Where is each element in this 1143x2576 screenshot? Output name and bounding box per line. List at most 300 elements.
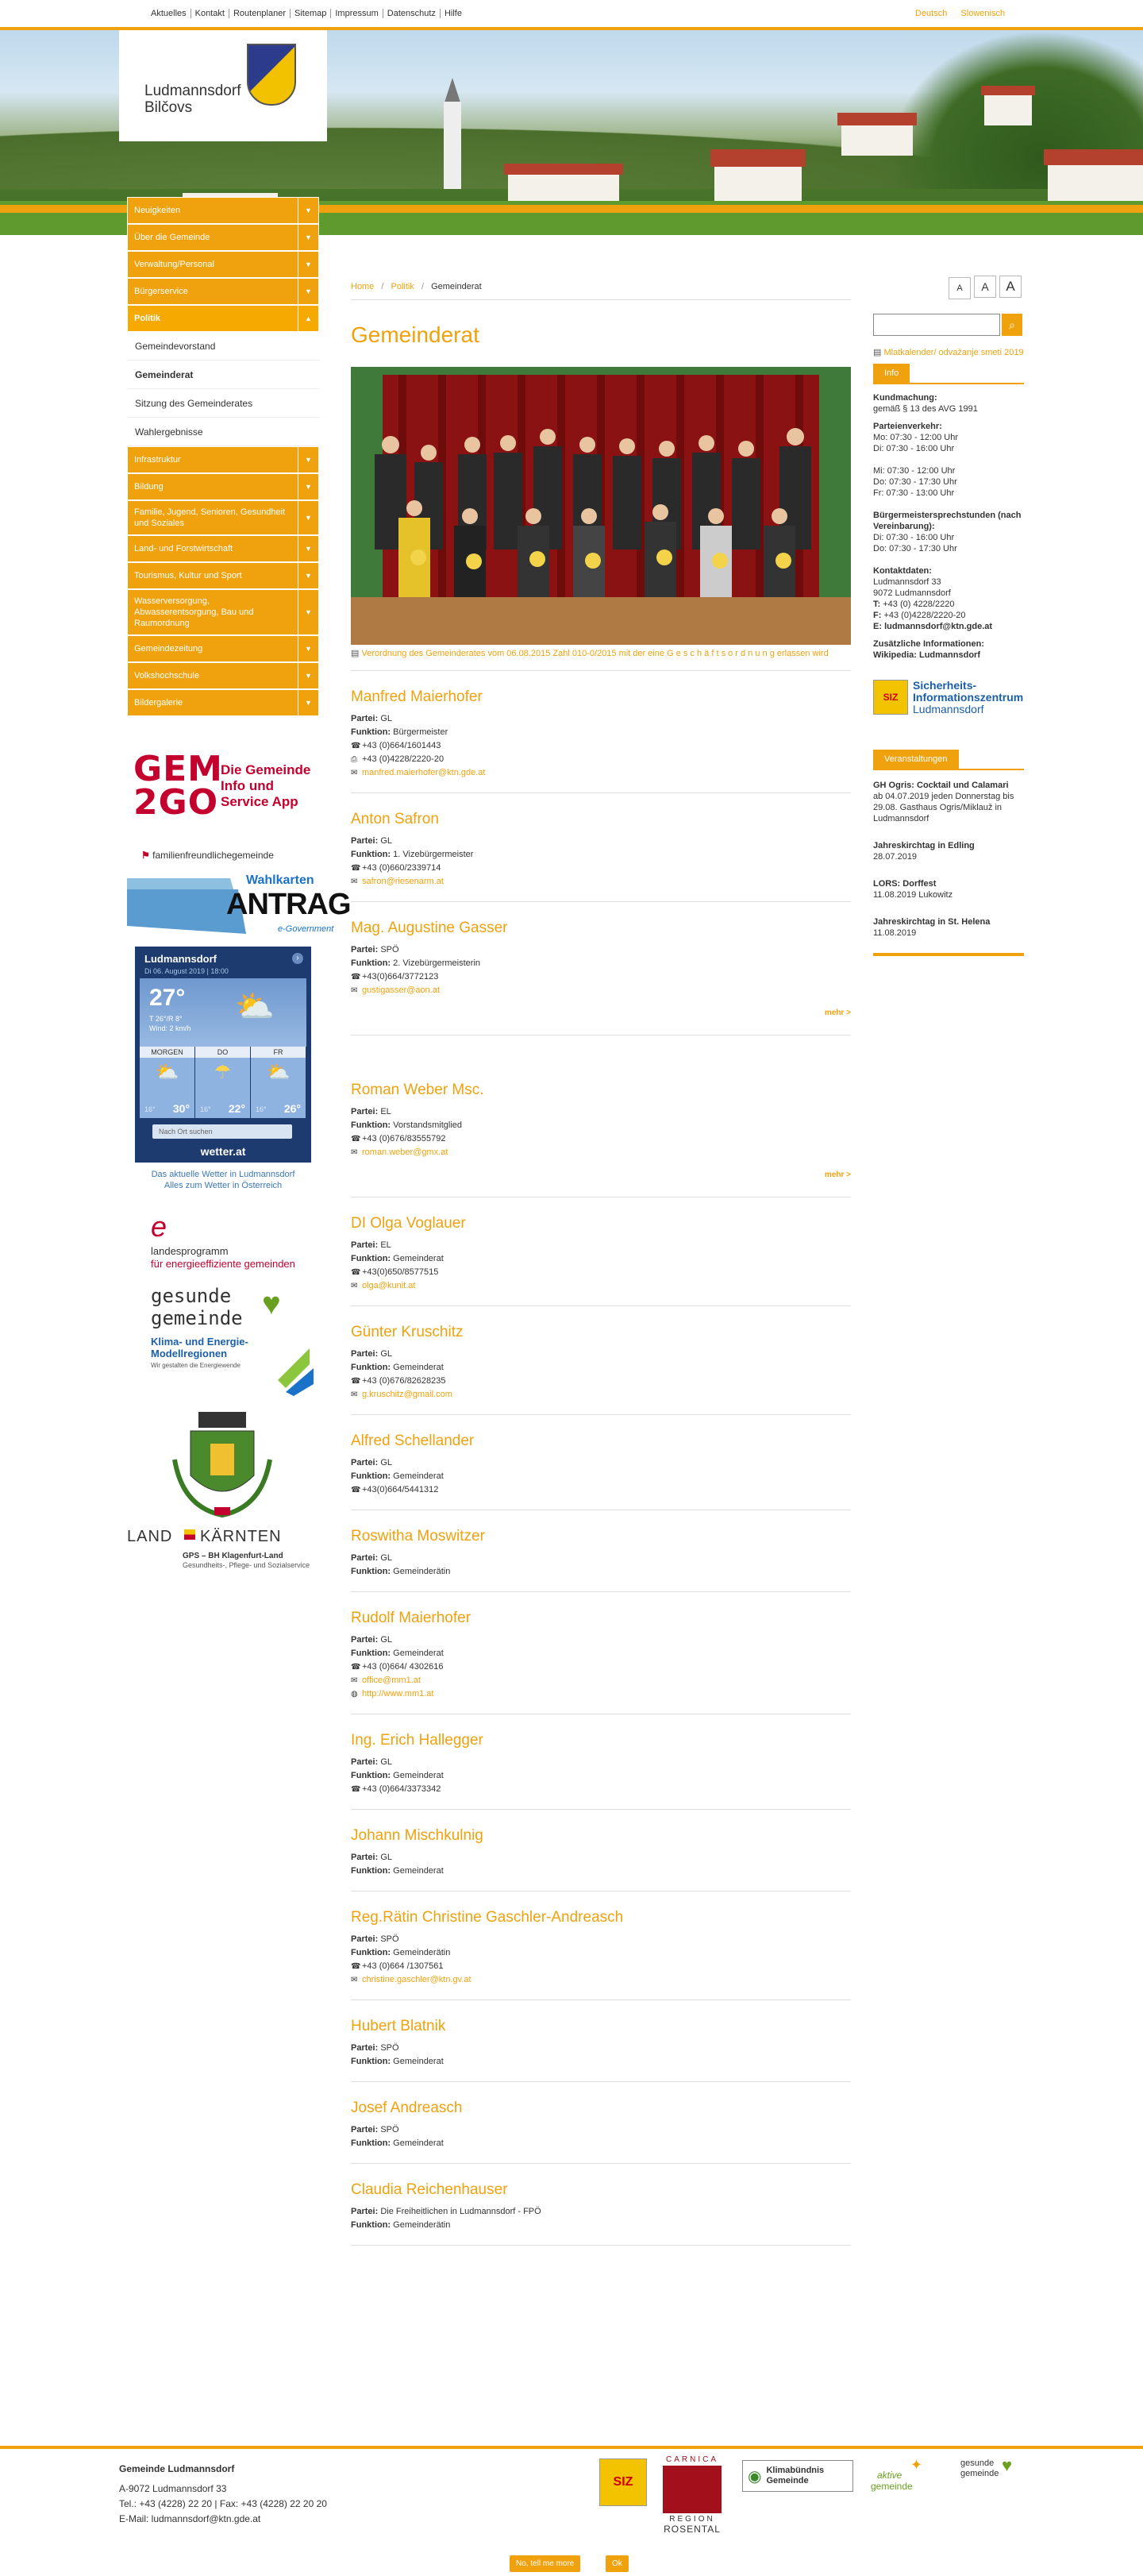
hours-line: Mi: 07:30 - 12:00 Uhr [873,466,956,476]
event-text: 28.07.2019 [873,852,918,862]
siz-line2: Informationszentrum [913,690,1024,704]
member-website[interactable]: http://www.mm1.at [362,1689,434,1699]
sidebar-item-label: Politik [134,314,161,323]
search-box [873,314,1024,336]
chevron-down-icon[interactable]: ▼ [298,501,318,534]
member-partei: SPÖ [380,1934,399,1944]
subnav-wahlergebnisse[interactable]: Wahlergebnisse [127,418,319,446]
weather-link-local[interactable]: Das aktuelle Wetter in Ludmannsdorf [151,1170,295,1179]
kaernten-label: KÄRNTEN [200,1528,282,1545]
ee-line2: für energieeffiziente gemeinden [151,1258,295,1270]
chevron-down-icon[interactable]: ▼ [298,590,318,634]
breadcrumb-home[interactable]: Home [351,282,375,291]
sidebar-item[interactable] [127,562,319,589]
partei-label: Partei: [351,714,379,723]
partei-label: Partei: [351,1349,379,1359]
member-name[interactable]: Günter Kruschitz [351,1324,464,1340]
rosental-text: ROSENTAL [664,2524,721,2535]
chevron-down-icon[interactable]: ▼ [298,252,318,277]
funktion-label: Funktion: [351,2138,391,2148]
font-size-medium[interactable]: A [974,276,996,298]
event-item[interactable] [873,840,1024,862]
breadcrumb: Home / Politik / Gemeinderat [351,270,851,300]
member-partei: GL [380,1757,392,1767]
language-switcher [915,9,1016,18]
chevron-down-icon[interactable]: ▼ [298,198,318,223]
event-text: ab 04.07.2019 jeden Donnerstag bis 29.08. Gasthaus Ogris/Miklauž in Ludmannsdorf [873,792,1014,823]
footer-title: Gemeinde Ludmannsdorf [119,2463,235,2474]
font-size-small[interactable]: A [949,277,971,299]
member-phone: +43 (0)676/82628235 [362,1376,446,1386]
parteienverkehr-hours [873,432,1024,499]
gem2go-tagline: Die Gemeinde Info und Service App [221,762,311,809]
carnica-text: CARNICA [665,2455,718,2464]
member-partei: GL [380,1853,392,1862]
gesunde-gemeinde-logo[interactable] [135,1285,325,1396]
member-partei: GL [380,1349,392,1359]
chevron-down-icon[interactable]: ▼ [298,474,318,499]
lang-slowenisch[interactable]: Slowenisch [960,9,1006,18]
mail-icon: ✉ [351,769,358,777]
gesunde-footer-1: gesunde [960,2458,995,2468]
member-partei: SPÖ [380,2043,399,2053]
hours-line [873,454,1024,465]
heart-icon: ♥ [1002,2455,1013,2475]
partei-label: Partei: [351,1458,379,1467]
member-name[interactable]: Claudia Reichenhauser [351,2181,508,2198]
funktion-label: Funktion: [351,1771,391,1780]
info-panel [873,392,1024,661]
right-column [873,314,1024,956]
klima-footer-2: Gemeinde [766,2476,809,2485]
familie-icon: ⚑ [141,850,150,861]
member-partei: SPÖ [380,945,399,954]
phone-icon: ☎ [351,1135,361,1143]
hours-line: Do: 07:30 - 17:30 Uhr [873,477,957,487]
sidebar-item-label: Bildung [134,482,164,492]
member-partei: GL [380,1553,392,1563]
sidebar-item-label: Familie, Jugend, Senioren, Gesundheit und Soziales [134,507,286,528]
carnica-icon [663,2466,722,2513]
phone-icon: ☎ [351,1268,361,1277]
sidebar-item[interactable] [127,305,319,332]
phone-icon: ☎ [351,864,361,873]
coat-of-arms-icon [247,44,296,106]
phone-icon: ☎ [351,1785,361,1794]
chevron-up-icon[interactable]: ▲ [298,306,318,331]
forecast-high: 26° [283,1102,301,1115]
sidebar-item[interactable] [127,224,319,251]
member-name[interactable]: Manfred Maierhofer [351,688,483,705]
cookie-ok-button[interactable]: Ok [606,2555,629,2572]
member-phone: +43 (0)664/1601443 [362,741,441,750]
funktion-label: Funktion: [351,958,391,968]
house [508,173,619,205]
funktion-label: Funktion: [351,1948,391,1957]
sidebar-item[interactable] [127,662,319,689]
event-item[interactable] [873,878,1024,900]
sidebar-item[interactable] [127,589,319,635]
mehr-link[interactable]: mehr > [824,1008,851,1017]
member-name[interactable]: Johann Mischkulnig [351,1827,483,1844]
funktion-label: Funktion: [351,1471,391,1481]
sidebar-item-label: Bildergalerie [134,698,183,708]
sidebar-item-label: Neuigkeiten [134,206,181,215]
sidebar-item-label: Verwaltung/Personal [134,260,214,269]
member-funktion: 1. Vizebürgermeister [393,850,474,859]
topnav-impressum[interactable]: Impressum [330,9,382,18]
chevron-down-icon[interactable]: ▼ [298,636,318,661]
land-kaernten-logo[interactable] [127,1528,333,1575]
forecast-high: 30° [172,1102,190,1115]
event-item[interactable] [873,780,1024,824]
event-item[interactable] [873,916,1024,939]
council-member [351,1810,851,1892]
klima-modellregionen [151,1336,248,1371]
council-member [351,2164,851,2246]
roof [504,164,623,175]
kontakt-line1: Ludmannsdorf 33 [873,577,941,587]
member-funktion: Gemeinderätin [393,1567,451,1576]
member-funktion: Bürgermeister [393,727,448,737]
council-group-photo [351,367,851,645]
member-phone: +43(0)664/3772123 [362,972,439,981]
weather-widget[interactable] [135,947,311,1163]
sidebar-item-label: Wasserversorgung, Abwasserentsorgung, Bau und Raumordnung [134,596,254,628]
partei-label: Partei: [351,2125,379,2134]
member-fax: +43 (0)4228/2220-20 [362,754,444,764]
gem2go-logo: GEM 2GO [133,749,223,823]
roof [710,149,806,167]
member-funktion: Gemeinderätin [393,1948,451,1957]
partei-label: Partei: [351,2207,379,2216]
member-name[interactable]: Reg.Rätin Christine Gaschler-Andreasch [351,1909,624,1926]
kundmachung-title: Kundmachung: [873,393,937,403]
member-name[interactable]: Roman Weber Msc. [351,1082,484,1098]
topnav-hilfe[interactable]: Hilfe [440,9,466,18]
weather-forecast [140,1047,306,1118]
mlatkalender-text: Mlatkalender/ odvažanje smeti 2019 [883,348,1024,357]
weather-arrow-icon[interactable]: › [292,953,303,964]
member-name[interactable]: Ing. Erich Hallegger [351,1732,483,1749]
council-member [351,793,851,902]
event-title: GH Ogris: Cocktail und Calamari [873,781,1009,790]
footer-address [119,2462,327,2527]
member-email[interactable]: safron@riesenarm.at [362,877,444,886]
sidebar-item-label: Über die Gemeinde [134,233,210,242]
kundmachung-text: gemäß § 13 des AVG 1991 [873,404,978,414]
member-funktion: Gemeinderat [393,2138,444,2148]
sidebar [127,197,351,1569]
sidebar-item[interactable] [127,473,319,500]
klima-footer-1: Klimabündnis [766,2466,825,2475]
footer-carnica-logo[interactable] [660,2455,724,2543]
lang-deutsch[interactable]: Deutsch [915,9,948,18]
funktion-label: Funktion: [351,727,391,737]
member-funktion: Gemeinderat [393,1866,444,1876]
chevron-down-icon[interactable]: ▼ [298,663,318,688]
pdf-icon: ▤ [351,649,360,658]
mail-label: E: [873,622,882,631]
phone-icon: ☎ [351,742,361,750]
photo-caption[interactable] [351,648,851,671]
logo-text [144,83,241,116]
mail-icon: ✉ [351,1282,358,1290]
partei-label: Partei: [351,1107,379,1116]
topnav-kontakt[interactable]: Kontakt [190,9,229,18]
sun-cloud-icon: ⛅ [235,989,275,1024]
site-logo[interactable] [119,30,327,141]
footer [0,2446,1143,2576]
aktive-text: aktive [877,2470,902,2481]
kaernten-flag-icon [184,1529,195,1545]
weather-date: Di 06. August 2019 | 18:00 [144,967,229,975]
topnav-sitemap[interactable]: Sitemap [290,9,330,18]
region-text: REGION [669,2515,715,2524]
wikipedia-link[interactable]: Ludmannsdorf [918,650,980,660]
star-icon: ✦ [910,2457,923,2473]
partei-label: Partei: [351,1240,379,1250]
member-name[interactable]: Anton Safron [351,811,439,827]
sidebar-item[interactable] [127,535,319,562]
search-input[interactable] [873,314,1000,336]
right-column-divider [873,953,1024,956]
member-email[interactable]: gustigasser@aon.at [362,985,441,995]
house [714,165,802,205]
member-email[interactable]: office@mm1.at [362,1676,421,1685]
klima-line2: Modellregionen [151,1348,228,1359]
caption-text: Verordnung des Gemeinderates vom 06.08.2015 Zahl 010-0/2015 mit der eine G e s c h ä f t s o r d n u n g erlassen wird [361,649,829,658]
gesunde-footer-2: gemeinde [960,2469,999,2478]
chevron-down-icon[interactable]: ▼ [298,279,318,304]
member-partei: GL [380,1635,392,1645]
roof [837,113,917,125]
familienfreundliche-gemeinde-logo[interactable] [141,850,274,861]
wahlkarten-antrag: ANTRAG [226,888,351,921]
sun-cloud-icon: ⛅ [155,1062,179,1083]
rain-cloud-icon: ☂ [214,1062,232,1083]
footer-siz-logo[interactable]: SIZ [599,2458,647,2506]
subnav-gemeinderat[interactable]: Gemeinderat [127,361,319,389]
sidebar-item[interactable] [127,197,319,224]
mail-icon: ✉ [351,1676,358,1685]
council-member-list [351,671,851,2246]
member-email[interactable]: manfred.maierhofer@ktn.gde.at [362,768,486,777]
kontakt-fax: +43 (0)4228/2220-20 [883,611,966,620]
member-partei: EL [380,1107,391,1116]
hours-line: Fr: 07:30 - 13:00 Uhr [873,488,955,498]
wahlkarten-label: Wahlkarten [246,873,314,887]
member-name[interactable]: Alfred Schellander [351,1433,475,1449]
search-button[interactable] [1002,314,1022,336]
klima-line3: Wir gestalten die Energiewende [151,1362,241,1369]
footer-klimabuendnis-logo[interactable] [742,2460,853,2492]
ee-line1: landesprogramm [151,1245,229,1257]
sidebar-item[interactable] [127,278,319,305]
partei-label: Partei: [351,945,379,954]
main-content [351,270,851,2246]
group-photo-illustration [351,367,851,645]
member-phone: +43 (0)664/ 4302616 [362,1662,444,1672]
funktion-label: Funktion: [351,850,391,859]
veranstaltungen-tab[interactable]: Veranstaltungen [873,750,959,769]
font-size-controls [949,276,1025,299]
funktion-label: Funktion: [351,1649,391,1658]
sun-cloud-icon: ⛅ [266,1062,291,1083]
topnav-routenplaner[interactable]: Routenplaner [229,9,290,18]
partei-label: Partei: [351,2043,379,2053]
kontakt-title: Kontaktdaten: [873,566,932,576]
mail-icon: ✉ [351,877,358,886]
funktion-label: Funktion: [351,1866,391,1876]
weather-search-input[interactable]: Nach Ort suchen [152,1124,292,1139]
member-email[interactable]: g.kruschitz@gmail.com [362,1390,452,1399]
member-partei: SPÖ [380,2125,399,2134]
council-member [351,2000,851,2082]
council-member [351,1306,851,1415]
chevron-down-icon[interactable]: ▼ [298,563,318,588]
member-partei: EL [380,1240,391,1250]
member-name[interactable]: Josef Andreasch [351,2100,463,2116]
wahlkarten-banner[interactable] [119,870,349,939]
funktion-label: Funktion: [351,2220,391,2230]
info-tab[interactable]: Info [873,364,910,383]
kontakt-email[interactable]: ludmannsdorf@ktn.gde.at [884,622,993,631]
topnav-datenschutz[interactable]: Datenschutz [383,9,440,18]
fax-icon: ⎙ [351,755,357,764]
sicherheitszentrum-banner[interactable] [873,678,1024,716]
top-bar [0,0,1143,30]
logo-line2: Bilčovs [144,99,193,116]
mail-icon: ✉ [351,1976,358,1984]
funktion-label: Funktion: [351,1567,391,1576]
footer-tel: Tel.: +43 (4228) 22 20 | Fax: +43 (4228) 22 20 20 [119,2498,327,2509]
heart-icon: ♥ [262,1286,281,1321]
member-email[interactable]: christine.gaschler@ktn.gv.at [362,1975,471,1984]
search-icon: ⌕ [1009,318,1015,331]
member-name[interactable]: Rudolf Maierhofer [351,1610,471,1626]
council-member [351,2082,851,2164]
bm-hours-1: Di: 07:30 - 16:00 Uhr [873,533,955,542]
sidebar-item[interactable] [127,251,319,278]
member-funktion: Vorstandsmitglied [393,1120,462,1130]
council-member [351,1592,851,1714]
footer-mail[interactable]: E-Mail: ludmannsdorf@ktn.gde.at [119,2513,261,2524]
sidebar-item[interactable] [127,689,319,716]
siz-line1: Sicherheits- [913,678,977,692]
funktion-label: Funktion: [351,1254,391,1263]
member-name[interactable]: Roswitha Moswitzer [351,1528,485,1544]
top-navigation [151,9,466,18]
breadcrumb-politik[interactable]: Politik [391,282,414,291]
chevron-down-icon[interactable]: ▼ [298,225,318,250]
sidebar-subnav [127,332,319,446]
footer-addr: A-9072 Ludmannsdorf 33 [119,2483,227,2494]
partei-label: Partei: [351,1757,379,1767]
municipal-crest-image [167,1404,278,1523]
member-phone: +43(0)650/8577515 [362,1267,439,1277]
member-name[interactable]: Mag. Augustine Gasser [351,920,508,936]
land-label: LAND [127,1528,173,1545]
member-funktion: 2. Vizebürgermeisterin [393,958,481,968]
tel-label: T: [873,600,881,609]
partei-label: Partei: [351,1553,379,1563]
footer-aktive-gemeinde-logo[interactable] [869,2457,941,2497]
member-funktion: Gemeinderat [393,1471,444,1481]
council-member [351,1415,851,1510]
familie-text: familienfreundlichegemeinde [152,850,274,861]
house [1048,164,1143,205]
council-member [351,1714,851,1810]
buergermeister-title: Bürgermeistersprechstunden (nach Vereinbarung): [873,511,1022,531]
topnav-aktuelles[interactable]: Aktuelles [151,9,187,18]
member-partei: GL [380,1458,392,1467]
hours-line: Di: 07:30 - 16:00 Uhr [873,444,955,453]
weather-links [127,1169,319,1191]
breadcrumb-current: Gemeinderat [431,282,482,291]
forecast-low: 16° [144,1105,156,1113]
page-title: Gemeinderat [351,322,479,347]
forecast-day-label: DO [195,1047,250,1058]
event-title: LORS: Dorffest [873,879,937,889]
wetter-at-logo: wetter.at [200,1145,246,1158]
sidebar-item[interactable] [127,635,319,662]
klima-graphic [278,1340,318,1396]
font-size-large[interactable]: A [999,276,1022,298]
aktive-gemeinde-text: gemeinde [871,2481,913,2492]
council-member [351,671,851,793]
partei-label: Partei: [351,1853,379,1862]
member-partei: GL [380,836,392,846]
chevron-down-icon[interactable]: ▼ [298,690,318,715]
subnav-sitzung[interactable]: Sitzung des Gemeinderates [127,389,319,418]
cookie-more-button[interactable]: No, tell me more [510,2555,580,2572]
member-email[interactable]: olga@kunit.at [362,1281,416,1290]
sidebar-item[interactable] [127,446,319,473]
member-phone: +43 (0)676/83555792 [362,1134,446,1143]
forecast-day [195,1047,251,1118]
veranstaltungen-tab-line [873,769,1024,770]
subnav-gemeindevorstand[interactable]: Gemeindevorstand [127,332,319,361]
mlatkalender-link[interactable] [873,347,1024,359]
member-email[interactable]: roman.weber@gmx.at [362,1147,448,1157]
fax-label: F: [873,611,882,620]
chevron-down-icon[interactable]: ▼ [298,536,318,561]
gps-line1: GPS – BH Klagenfurt-Land [183,1552,283,1560]
partei-label: Partei: [351,836,379,846]
partei-label: Partei: [351,1934,379,1944]
sidebar-item-label: Gemeindezeitung [134,644,203,654]
council-member [351,1064,851,1197]
footer-gesunde-gemeinde-logo[interactable] [960,2455,1032,2490]
kontakt-tel: +43 (0) 4228/2220 [883,600,955,609]
gesunde-line1: gesunde [151,1285,232,1307]
mehr-link[interactable]: mehr > [824,1170,851,1179]
member-phone: +43 (0)664 /1307561 [362,1961,444,1971]
logo-line1: Ludmannsdorf [144,83,241,99]
event-title: Jahreskirchtag in Edling [873,841,975,850]
member-name[interactable]: Hubert Blatnik [351,2018,446,2034]
mail-icon: ✉ [351,1390,358,1399]
member-name[interactable]: DI Olga Voglauer [351,1215,466,1232]
phone-icon: ☎ [351,973,361,981]
chevron-down-icon[interactable]: ▼ [298,447,318,472]
gem2go-app-banner[interactable] [133,749,324,840]
sidebar-item[interactable] [127,500,319,535]
energieeffizienz-logo[interactable] [135,1210,318,1277]
weather-detail1: T 26°/R 8° [149,1015,183,1023]
weather-link-austria[interactable]: Alles zum Wetter in Österreich [164,1181,283,1190]
